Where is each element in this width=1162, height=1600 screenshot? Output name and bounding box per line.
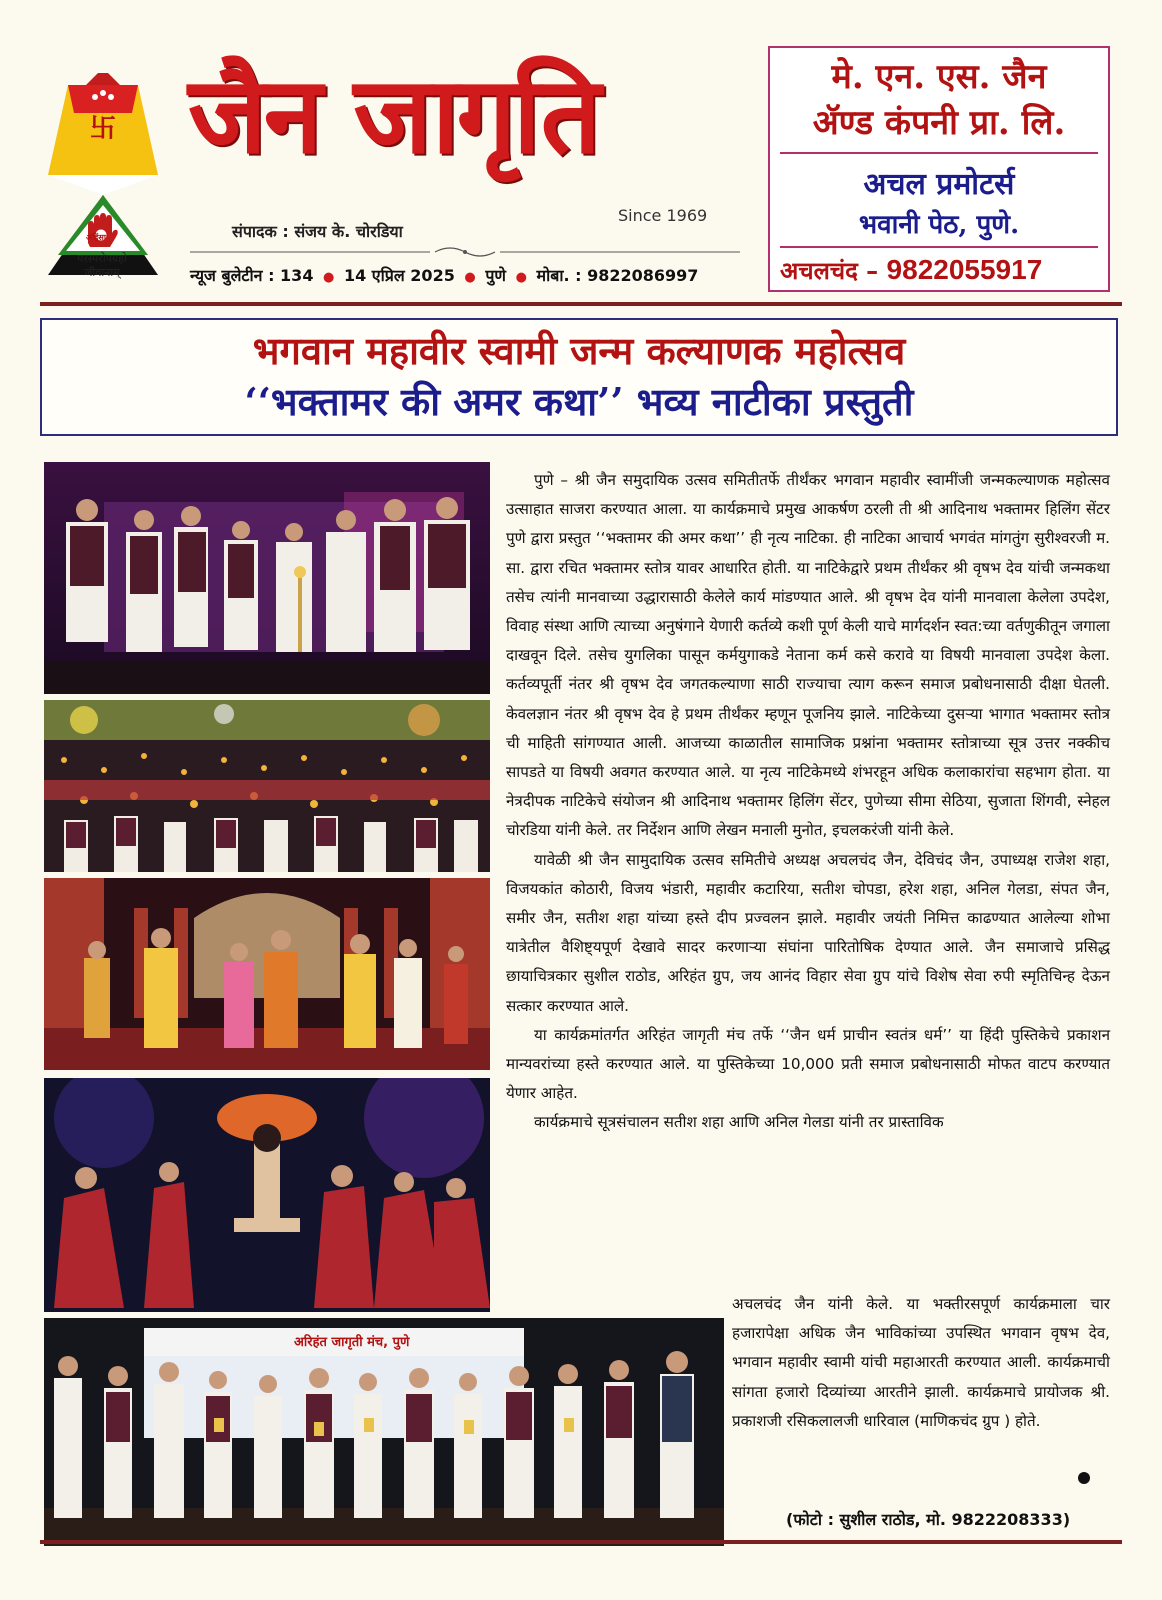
article-body bbox=[506, 466, 1110, 1138]
newspaper-title: जैन जागृति bbox=[188, 52, 599, 177]
ad-company-line2: ॲण्ड कंपनी प्रा. लि. bbox=[812, 103, 1066, 143]
bulletin-number: न्यूज बुलेटीन : 134 bbox=[190, 266, 314, 285]
ad-contact-name: अचलचंद – bbox=[780, 257, 879, 285]
bulletin-line bbox=[190, 264, 698, 286]
article-body-continued bbox=[732, 1290, 1110, 1436]
top-rule bbox=[40, 302, 1122, 306]
stage-drama-photo bbox=[44, 878, 490, 1070]
article-paragraph-4-start: कार्यक्रमाचे सूत्रसंचालन सतीश शहा आणि अनिल गेलडा यांनी तर प्रास्ताविक bbox=[534, 1113, 944, 1132]
bullet-icon: ● bbox=[323, 270, 335, 285]
headline-line-1: भगवान महावीर स्वामी जन्म कल्याणक महोत्सव bbox=[252, 328, 906, 373]
ad-company-line1: मे. एन. एस. जैन bbox=[831, 57, 1047, 97]
bullet-icon: ● bbox=[515, 270, 527, 285]
ad-promoters: अचल प्रमोटर्स bbox=[863, 167, 1015, 202]
book-release-photo bbox=[44, 1318, 724, 1546]
dancers-photo bbox=[44, 1078, 490, 1312]
since-label: Since 1969 bbox=[618, 206, 708, 225]
audience-photo bbox=[44, 700, 490, 872]
editor-line: संपादक : संजय के. चोरडिया bbox=[232, 222, 403, 241]
photo-credit: (फोटो : सुशील राठोड, मो. 9822208333) bbox=[786, 1510, 1071, 1529]
ad-address: भवानी पेठ, पुणे. bbox=[858, 210, 1020, 240]
ornament-divider-icon bbox=[190, 246, 740, 258]
ad-divider bbox=[780, 152, 1098, 154]
bulletin-date: 14 एप्रिल 2025 bbox=[343, 266, 455, 285]
motto-line-1: परस्परोपग्रहो bbox=[77, 252, 127, 265]
article-paragraph-3: या कार्यक्रमांतर्गत अरिहंत जागृती मंच तर्फे ‘‘जैन धर्म प्राचीन स्वतंत्र धर्म’’ या हिंदी पुस्तिकेचे प्रकाशन मान्यवरांच्या हस्ते करण्यात आले. या पुस्तिकेच्या 10,000 प्रती समाज प्रबोधनासाठी मोफत वाटप करण्यात येणार आहेत. bbox=[506, 1025, 1110, 1103]
ad-divider bbox=[780, 246, 1098, 248]
article-paragraph-2: यावेळी श्री जैन सामुदायिक उत्सव समितीचे अध्यक्ष अचलचंद जैन, देविचंद जैन, उपाध्यक्ष राजेश शहा, विजयकांत कोठारी, विजय भंडारी, महावीर कटारिया, सतीश चोपडा, हरेश शहा, अनिल गेलडा, संपत जैन, समीर जैन, सतीश शहा यांच्या हस्ते दीप प्रज्वलन झाले. महावीर जयंती निमित्त काढण्यात आलेल्या शोभा यात्रेतील वैशिष्ट्यपूर्ण देखावे सादर करणाऱ्या संघांना पारितोषिक देण्यात आले. जैन समाजाचे प्रसिद्ध छायाचित्रकार सुशील राठोड, अरिहंत ग्रुप, जय आनंद विहार सेवा ग्रुप यांचे विशेष सेवा रुपी स्मृतिचिन्ह देऊन सत्कार करण्यात आले. bbox=[506, 850, 1110, 1015]
headline-box bbox=[40, 318, 1118, 436]
book-release-banner-text: अरिहंत जागृती मंच, पुणे bbox=[294, 1335, 410, 1350]
end-mark-icon bbox=[1078, 1472, 1090, 1484]
lamp-lighting-photo bbox=[44, 462, 490, 694]
bulletin-city: पुणे bbox=[485, 266, 506, 285]
emblem-motto bbox=[52, 252, 152, 280]
emblem-palm-text: अहिंसा bbox=[86, 233, 106, 242]
bullet-icon: ● bbox=[464, 270, 476, 285]
motto-line-2: जीवानाम् bbox=[84, 266, 120, 279]
advertisement-box bbox=[768, 46, 1110, 292]
headline-line-2: ‘‘भक्तामर की अमर कथा’’ भव्य नाटीका प्रस्तुती bbox=[244, 379, 914, 424]
ad-contact bbox=[780, 254, 1042, 287]
svg-text:卐: 卐 bbox=[89, 114, 117, 144]
bulletin-phone: मोबा. : 9822086997 bbox=[536, 266, 699, 285]
ad-contact-phone: 9822055917 bbox=[886, 254, 1043, 285]
article-paragraph-4-rest: अचलचंद जैन यांनी केले. या भक्तीरसपूर्ण कार्यक्रमाला चार हजारापेक्षा अधिक जैन भाविकांच्या उपस्थित भगवान वृषभ देव, भगवान महावीर स्वामी यांची महाआरती करण्यात आली. कार्यक्रमाची सांगता हजारो दिव्यांच्या आरतीने झाली. कार्यक्रमाचे प्रायोजक श्री. प्रकाशजी रसिकलालजी धारिवाल (माणिकचंद ग्रुप ) होते. bbox=[732, 1295, 1110, 1430]
article-paragraph-1: पुणे – श्री जैन समुदायिक उत्सव समितीतर्फे तीर्थंकर भगवान महावीर स्वामींजी जन्मकल्याणक महोत्सव उत्साहात साजरा करण्यात आला. या कार्यक्रमाचे प्रमुख आकर्षण ठरली ती श्री आदिनाथ भक्तामर हिलिंग सेंटर पुणे द्वारा प्रस्तुत ‘‘भक्तामर की अमर कथा’’ ही नृत्य नाटिका. ही नाटिका आचार्य भगवंत मांगतुंग सुरीश्वरजी म. सा. द्वारा रचित भक्तामर स्तोत्र यावर आधारित होती. या नाटिकेद्वारे प्रथम तीर्थंकर श्री वृषभ देव यांची जन्मकथा तसेच त्यांनी मानवाच्या उद्धारासाठी केलेले कार्य मांडण्यात आले. श्री वृषभ देव यांनी मानवाला केलेला उपदेश, विवाह संस्था आणि त्याच्या अनुषंगाने येणारी कर्तव्ये कशी पूर्ण केली याचे मार्गदर्शन स्वत:च्या वर्तणुकीतून जगाला दाखवून दिले. तसेच युगलिका पासून कर्मयुगाकडे नेताना कर्म कसे करावे या विषयी मानवाला उपदेश केला. कर्तव्यपूर्ती नंतर श्री वृषभ देव जगतकल्याणा साठी राज्याचा त्याग करून समाज प्रबोधनासाठी दीक्षा घेतली. केवलज्ञान नंतर श्री वृषभ देव हे प्रथम तीर्थंकर म्हणून पूजनिय झाले. नाटिकेच्या दुसऱ्या भागात भक्तामर स्तोत्र ची माहिती सांगण्यात आली. आजच्या काळातील सामाजिक प्रश्नांना भक्तामर स्तोत्राच्या सूत्र उत्तर नक्कीच सापडते या विषयी अवगत करण्यात आले. या नृत्य नाटिकेमध्ये शंभरहून अधिक कलाकारांचा सहभाग होता. या नेत्रदीपक नाटिकेचे संयोजन श्री आदिनाथ भक्तामर हिलिंग सेंटर, पुणेच्या सीमा सेठिया, सुजाता शिंगवी, स्नेहल चोरडिया यांनी केले. तर निर्देशन आणि लेखन मनाली मुनोत, इचलकरंजी यांनी केले. bbox=[506, 471, 1110, 840]
bottom-rule bbox=[40, 1540, 1122, 1544]
